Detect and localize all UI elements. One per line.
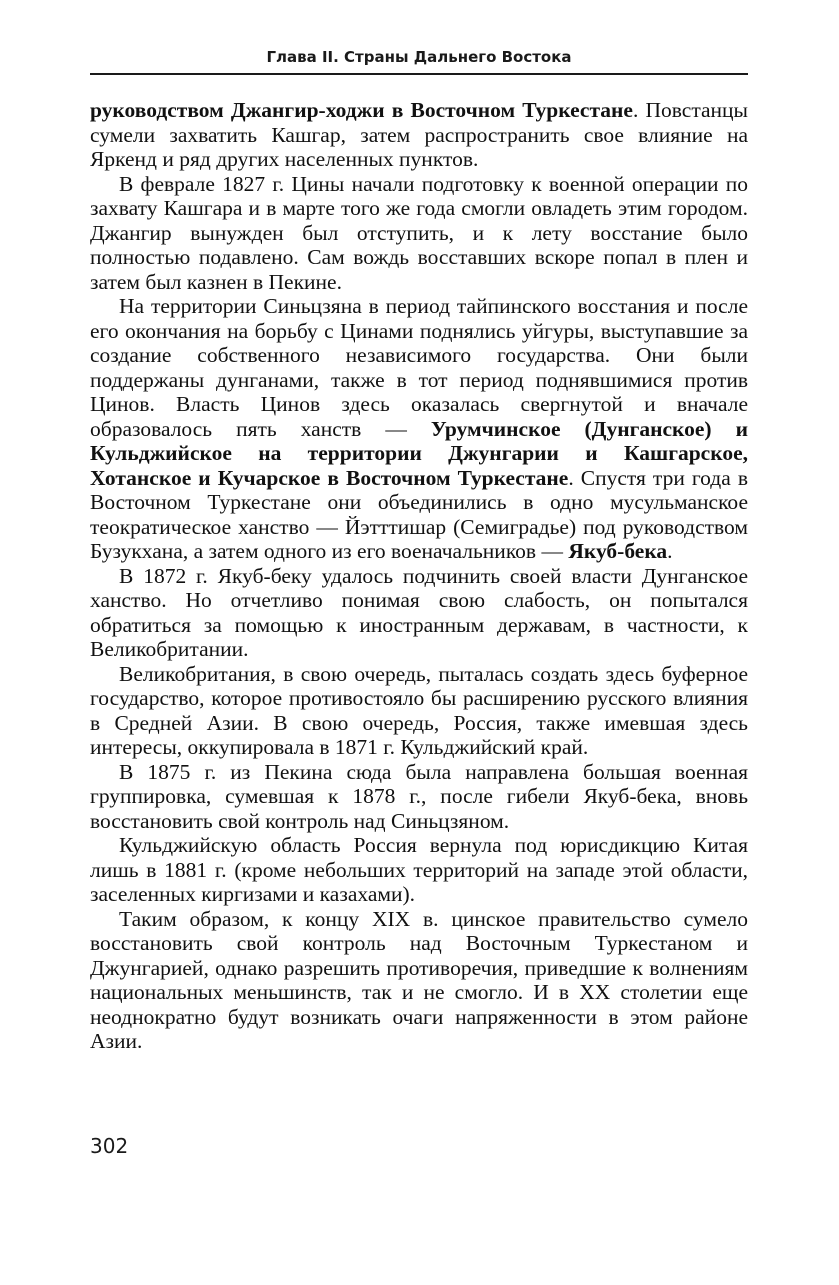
paragraph-text: . Спустя три года в Восточном Туркестане они объединились в одно мусульманское теократическое ханство — Йэтттишар (Семиградье) под руководством Бузукхана, а затем одного из его военачальников — xyxy=(90,465,748,563)
paragraph: Таким образом, к концу XIX в. цинское правительство сумело восстановить свой контроль над Восточным Туркестаном и Джунгарией, однако разрешить противоречия, приведшие к волнениям национальных меньшинств, так и не смогло. И в XX столетии еще неоднократно будут возникать очаги напряженности в этом районе Азии. xyxy=(90,906,748,1053)
paragraph: Кульджийскую область Россия вернула под юрисдикцию Китая лишь в 1881 г. (кроме небольших территорий на западе этой области, заселенных киргизами и казахами). xyxy=(90,833,748,906)
bold-phrase: Урумчинское (Дунганское) и Кульджийское на территории Джунгарии и Кашгарское, Хотанское и Кучарское в Восточном Туркестане xyxy=(90,416,748,490)
paragraph xyxy=(90,294,748,564)
running-header: Глава II. Страны Дальнего Востока xyxy=(266,48,572,66)
body-text xyxy=(90,98,748,1054)
paragraph-text: . Повстанцы сумели захватить Кашгар, затем распространить свое влияние на Яркенд и ряд других населенных пунктов. xyxy=(90,98,748,171)
paragraph-text: На территории Синьцзяна в период тайпинского восстания и после его окончания на борьбу с Цинами поднялись уйгуры, выступавшие за создание собственного независимого государства. Они были поддержаны дунганами, также в тот период поднявшимися против Цинов. Власть Цинов здесь оказалась свергнутой и вначале образовалось пять ханств — xyxy=(90,294,748,441)
paragraph: В феврале 1827 г. Цины начали подготовку к военной операции по захвату Кашгара и в марте того же года смогли овладеть этим городом. Джангир вынужден был отступить, и к лету восстание было полностью подавлено. Сам вождь восставших вскоре попал в плен и затем был казнен в Пекине. xyxy=(90,171,748,294)
paragraph xyxy=(90,98,748,172)
paragraph: В 1875 г. из Пекина сюда была направлена большая военная группировка, сумевшая к 1878 г., после гибели Якуб-бека, вновь восстановить свой контроль над Синьцзяном. xyxy=(90,759,748,833)
paragraph: Великобритания, в свою очередь, пыталась создать здесь буферное государство, которое противостояло бы расширению русского влияния в Средней Азии. В свою очередь, Россия, также имевшая здесь интересы, оккупировала в 1871 г. Кульджийский край. xyxy=(90,661,748,759)
header-rule xyxy=(90,73,748,75)
paragraph: В 1872 г. Якуб-беку удалось подчинить своей власти Дунганское ханство. Но отчетливо понимая свою слабость, он попытался обратиться за помощью к иностранным державам, в частности, к Великобритании. xyxy=(90,563,748,661)
paragraph-text: . xyxy=(667,539,673,563)
bold-phrase: Якуб-бека xyxy=(568,539,668,563)
bold-phrase: руководством Джангир-ходжи в Восточном Туркестане xyxy=(90,98,633,122)
page-number: 302 xyxy=(90,1134,129,1158)
